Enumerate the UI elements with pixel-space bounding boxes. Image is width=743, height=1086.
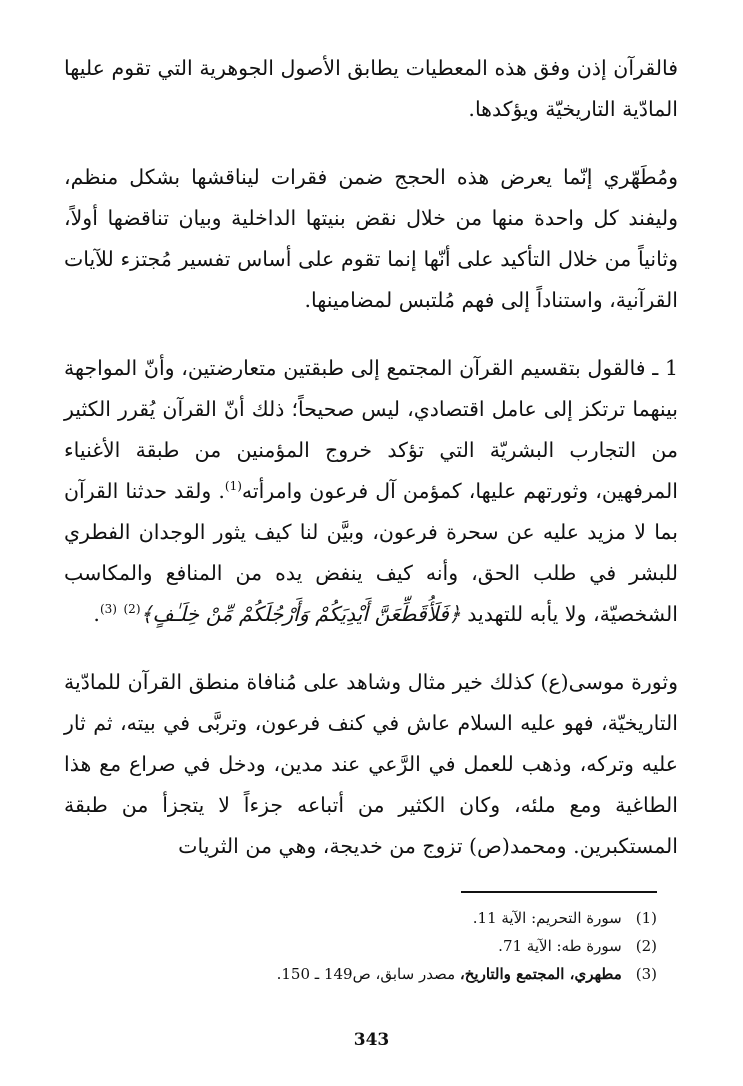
footnote-2 [97, 932, 657, 960]
paragraph-3-text-c: . [93, 602, 100, 626]
footnotes [97, 904, 657, 988]
paragraph-4: وثورة موسى(ع) كذلك خير مثال وشاهد على مُنافاة منطق القرآن للمادّية التاريخيّة، فهو عليه السلام عاش في كنف فرعون، وتربَّى في بيته، ثم ثار عليه وتركه، وذهب للعمل في الرَّعي عند مدين، ودخل في صراع مع هذا الطاغية ومع ملئه، وكان الكثير من أتباعه جزءاً لا يتجزأ من طبقة المستكبرين. ومحمد(ص) تزوج من خديجة، وهي من الثريات [64, 670, 678, 858]
paragraph-3-text-b: . ولقد حدثنا القرآن بما لا مزيد عليه عن سحرة فرعون، وبيَّن لنا كيف يثور الوجدان الفطري للبشر في طلب الحق، وأنه كيف ينفض يده من المنافع والمكاسب الشخصيّة، ولا يأبه للتهديد [64, 479, 678, 626]
footnote-ref-1: (1) [224, 479, 242, 494]
footnote-number: (1) [635, 909, 657, 927]
paragraph-3 [64, 348, 678, 635]
footnote-1 [97, 904, 657, 932]
footnote-number: (3) [635, 965, 657, 983]
quran-verse: ﴿فَلَأُقَطِّعَنَّ أَيْدِيَكُمْ وَأَرْجُلَكُمْ مِّنْ خِلَـٰفٍ﴾ [140, 602, 461, 626]
footnote-text: مصدر سابق، ص149 ـ 150. [276, 965, 460, 983]
footnote-divider [461, 891, 657, 893]
footnote-ref-2: (2) [123, 602, 141, 617]
paragraph-1: فالقرآن إذن وفق هذه المعطيات يطابق الأصول الجوهرية التي تقوم عليها المادّية التاريخيّة ويؤكدها. [64, 56, 678, 121]
page-number: 343 [353, 1030, 390, 1050]
paragraph-3-text-a: 1 ـ فالقول بتقسيم القرآن المجتمع إلى طبقتين متعارضتين، وأنّ المواجهة بينهما ترتكز إلى عامل اقتصادي، ليس صحيحاً؛ ذلك أنّ القرآن يُقرر الكثير من التجارب البشريّة التي تؤكد خروج المؤمنين من طبقة الأغنياء المرفهين، وثورتهم عليها، كمؤمن آل فرعون وامرأته [64, 356, 678, 503]
footnote-source-title: مطهري، المجتمع والتاريخ، [459, 965, 622, 983]
footnote-text: سورة التحريم: الآية 11. [472, 909, 622, 927]
paragraph-2: ومُطَهّري إنّما يعرض هذه الحجج ضمن فقرات ليناقشها بشكل منظم، وليفند كل واحدة منها من خلال نقض بنيتها الداخلية وبيان تناقضها أولاً، وثانياً من خلال التأكيد على أنّها إنما تقوم على أساس تفسير مُجتزء للآيات القرآنية، واستناداً إلى فهم مُلتبس لمضامينها. [64, 165, 678, 312]
main-text [64, 48, 678, 867]
footnote-number: (2) [635, 937, 657, 955]
footnote-text: سورة طه: الآية 71. [498, 937, 622, 955]
footnote-3 [97, 960, 657, 988]
footnote-ref-3: (3) [99, 602, 117, 617]
